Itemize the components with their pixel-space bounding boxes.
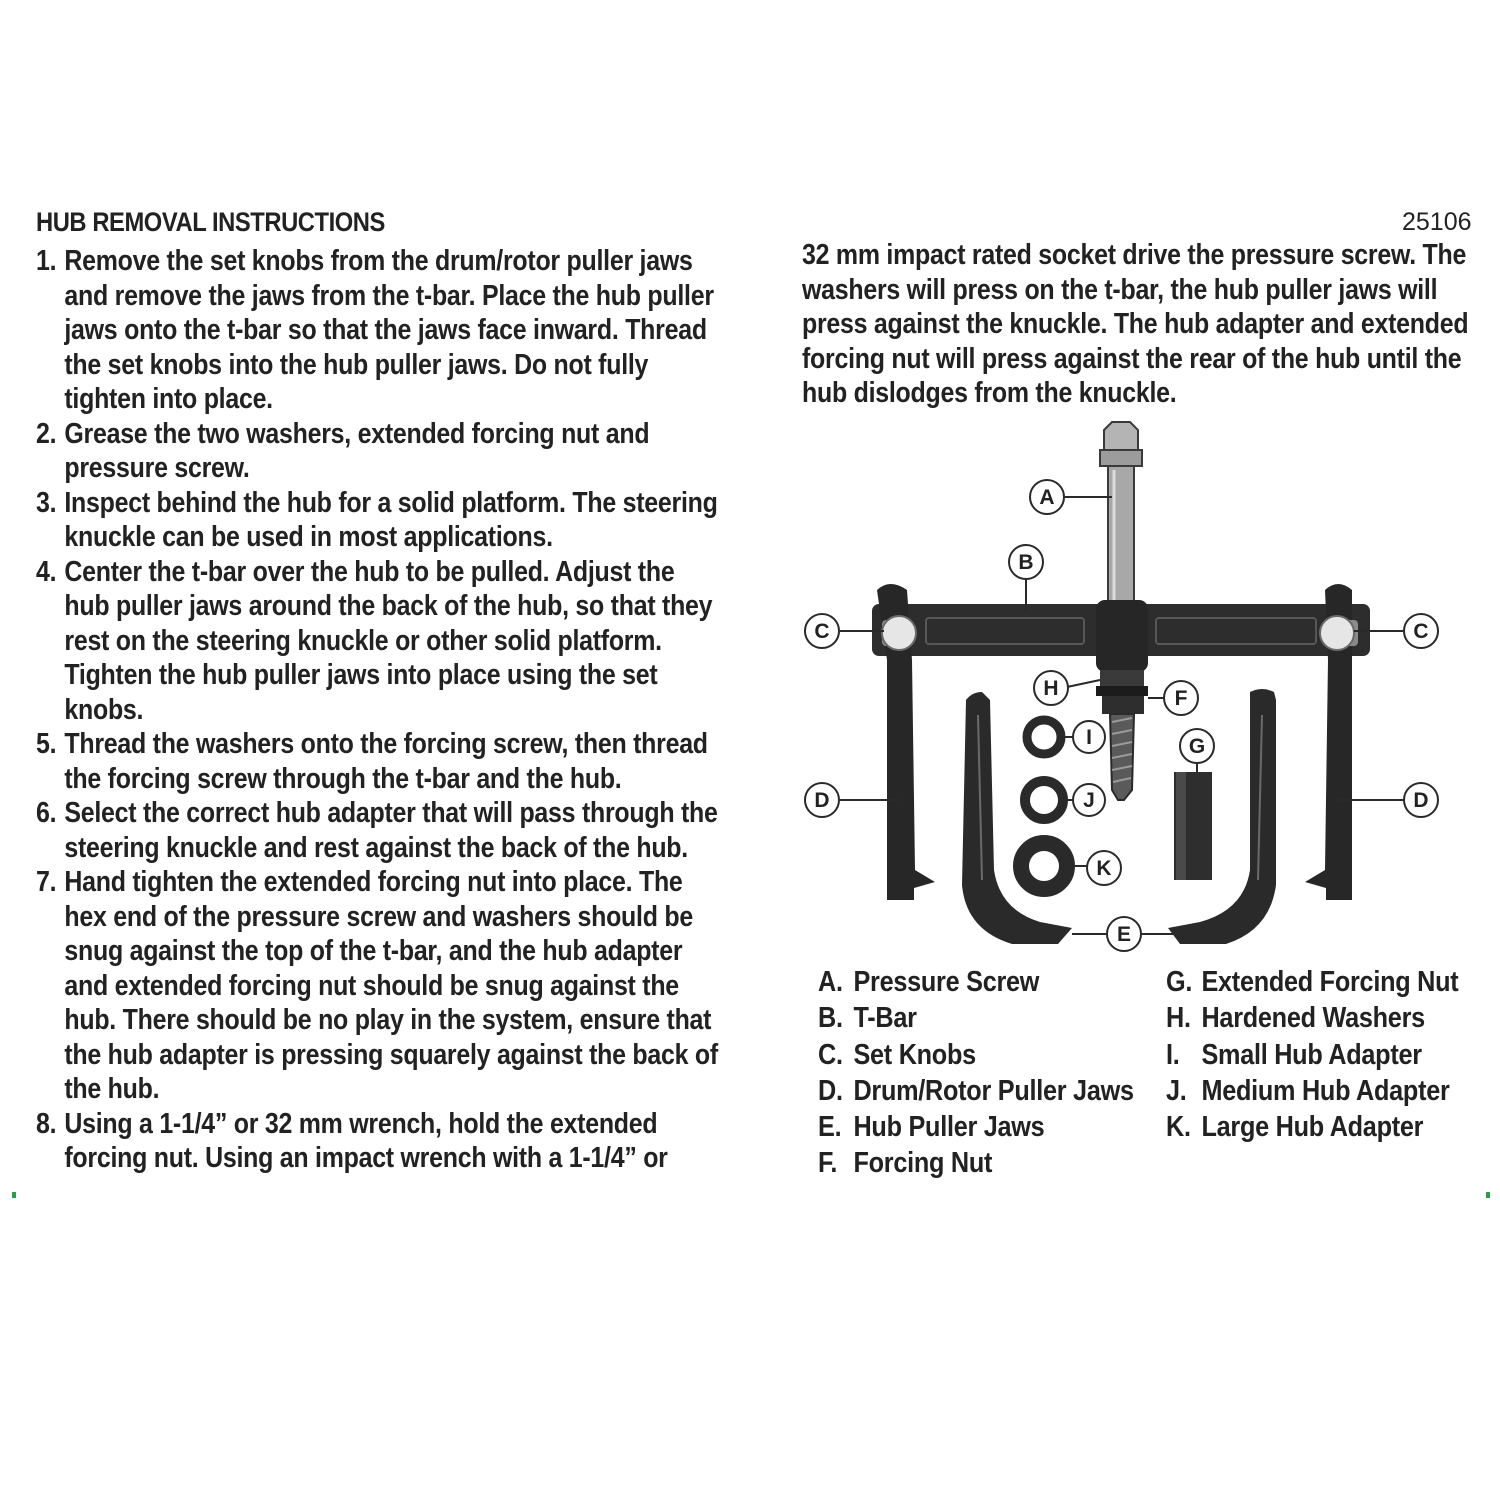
legend-item bbox=[818, 1145, 1134, 1181]
callout-d-right bbox=[1404, 783, 1438, 817]
legend-item bbox=[818, 1037, 1134, 1073]
callout-d-label: D bbox=[814, 789, 830, 812]
callout-c-label: C bbox=[814, 620, 830, 643]
legend-name: Large Hub Adapter bbox=[1201, 1111, 1424, 1144]
extended-forcing-nut-part bbox=[1174, 772, 1212, 880]
legend-name: Set Knobs bbox=[853, 1038, 976, 1071]
callout-g bbox=[1180, 729, 1214, 763]
step-number: 5. bbox=[36, 728, 57, 760]
legend-letter: J. bbox=[1166, 1074, 1187, 1107]
step-text: Hand tighten the extended forcing nut into place. The hex end of the pressure screw and washers should be snug against the top of the t-bar, and the hub adapter and extended forcing nut should be snug against the hub. There should be no play in the system, ensure that the hub adapter is pressing squarely against the back of the hub. bbox=[64, 866, 718, 1105]
hub-adapters-part bbox=[1021, 720, 1067, 889]
legend-item bbox=[1166, 1109, 1458, 1145]
legend-letter: G. bbox=[1166, 966, 1193, 998]
legend-item bbox=[818, 1073, 1134, 1109]
legend-name: Drum/Rotor Puller Jaws bbox=[853, 1074, 1134, 1107]
callout-f bbox=[1164, 681, 1198, 715]
callout-e bbox=[1107, 917, 1141, 951]
legend-name: Hub Puller Jaws bbox=[853, 1111, 1045, 1144]
callout-k bbox=[1087, 851, 1121, 885]
legend-letter: K. bbox=[1166, 1111, 1191, 1144]
legend-letter: H. bbox=[1166, 1002, 1191, 1035]
callout-e-label: E bbox=[1116, 923, 1132, 946]
legend-item bbox=[818, 964, 1134, 1000]
legend-item bbox=[1166, 1037, 1458, 1073]
callout-g-label: G bbox=[1188, 735, 1206, 758]
legend-item bbox=[1166, 1000, 1458, 1036]
step-8-continued: 32 mm impact rated socket drive the pressure screw. The washers will press on the t-bar, the hub puller jaws will press against the knuckle. The hub adapter and extended forcing nut will press against the rear of the hub until the hub dislodges from the knuckle. bbox=[802, 239, 1469, 409]
legend-letter: D. bbox=[818, 1074, 843, 1107]
legend-letter: E. bbox=[818, 1111, 842, 1144]
step-number: 7. bbox=[36, 866, 57, 898]
callout-b-label: B bbox=[1018, 551, 1034, 574]
step-number: 4. bbox=[36, 555, 57, 588]
callout-a bbox=[1030, 480, 1064, 514]
part-number: 25106 bbox=[1402, 208, 1472, 236]
callout-h bbox=[1034, 671, 1068, 705]
legend-item bbox=[1166, 964, 1458, 1000]
parts-legend-left bbox=[818, 964, 1134, 1182]
legend-name: Medium Hub Adapter bbox=[1201, 1074, 1450, 1107]
callout-a-label: A bbox=[1039, 486, 1055, 509]
callout-c-right bbox=[1404, 614, 1438, 648]
legend-name: Small Hub Adapter bbox=[1201, 1038, 1422, 1071]
legend-item bbox=[818, 1109, 1134, 1145]
step-number: 8. bbox=[36, 1107, 57, 1140]
parts-legend-right bbox=[1166, 964, 1458, 1145]
callout-k-label: K bbox=[1096, 857, 1112, 880]
step-text: Inspect behind the hub for a solid platform. The steering knuckle can be used in most applications. bbox=[64, 486, 718, 553]
callout-d-label: D bbox=[1413, 789, 1429, 812]
step-number: 3. bbox=[36, 486, 57, 519]
legend-letter: A. bbox=[818, 966, 843, 998]
legend-letter: B. bbox=[818, 1002, 843, 1035]
step-text: Select the correct hub adapter that will pass through the steering knuckle and rest against the back of the hub. bbox=[64, 797, 718, 864]
legend-item bbox=[1166, 1073, 1458, 1109]
callout-c-label: C bbox=[1413, 620, 1429, 643]
instructions-heading: HUB REMOVAL INSTRUCTIONS bbox=[36, 207, 385, 237]
step-text: Thread the washers onto the forcing screw, then thread the forcing screw through the t-bar and the hub. bbox=[64, 728, 708, 795]
legend-name: Forcing Nut bbox=[853, 1147, 993, 1180]
callout-j-label: J bbox=[1083, 789, 1095, 812]
t-bar-part bbox=[872, 600, 1370, 672]
legend-name: Hardened Washers bbox=[1201, 1002, 1425, 1035]
legend-name: T-Bar bbox=[853, 1002, 917, 1035]
callout-j bbox=[1073, 784, 1105, 816]
callout-b bbox=[1009, 545, 1043, 579]
callout-h-label: H bbox=[1043, 677, 1059, 700]
step-text: Using a 1-1/4” or 32 mm wrench, hold the extended forcing nut. Using an impact wrench with a 1-1/4” or bbox=[64, 1107, 668, 1174]
callout-d-left bbox=[805, 783, 839, 817]
step-text: Center the t-bar over the hub to be pulled. Adjust the hub puller jaws around the back of the hub, so that they rest on the steering knuckle or other solid platform. Tighten the hub puller jaws into place using the set knobs. bbox=[64, 555, 713, 726]
step-text: Remove the set knobs from the drum/rotor puller jaws and remove the jaws from the t-bar. Place the hub puller jaws onto the t-bar so that the jaws face inward. Thread the set knobs into the hub puller jaws. Do not fully tighten into place. bbox=[64, 245, 714, 415]
step-number: 6. bbox=[36, 797, 57, 829]
callout-i-label: I bbox=[1086, 726, 1092, 749]
page-edge-mark bbox=[1486, 1192, 1490, 1198]
legend-item bbox=[818, 1000, 1134, 1036]
legend-letter: F. bbox=[818, 1147, 838, 1180]
legend-letter: C. bbox=[818, 1038, 843, 1071]
callout-i bbox=[1073, 721, 1105, 753]
callout-c-left bbox=[805, 614, 839, 648]
callout-f-label: F bbox=[1174, 687, 1188, 710]
step-number: 1. bbox=[36, 245, 57, 277]
page-edge-mark bbox=[12, 1192, 16, 1198]
pressure-screw-part bbox=[1100, 422, 1142, 616]
step-number: 2. bbox=[36, 417, 57, 450]
legend-name: Pressure Screw bbox=[853, 966, 1040, 998]
step-text: Grease the two washers, extended forcing nut and pressure screw. bbox=[64, 417, 650, 484]
legend-name: Extended Forcing Nut bbox=[1201, 966, 1459, 998]
legend-letter: I. bbox=[1166, 1038, 1180, 1071]
